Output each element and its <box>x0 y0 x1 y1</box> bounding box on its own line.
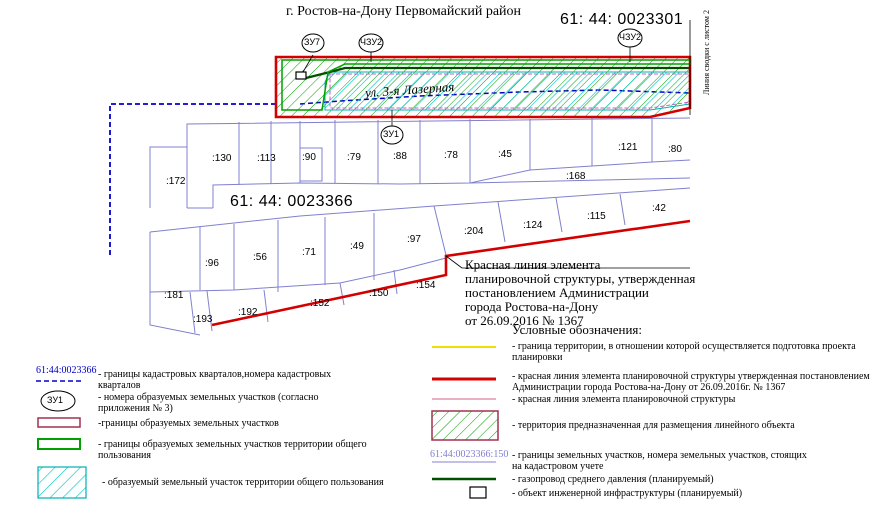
parcel-label: :181 <box>164 290 184 301</box>
legend-territory-boundary-text: - граница территории, в отношении которой осуществляется подготовка проекта планировки <box>512 341 856 363</box>
legend-engineering-object-text: - объект инженерной инфраструктуры (планируемый) <box>512 488 743 499</box>
quarter-number-mid: 61: 44: 0023366 <box>230 193 354 210</box>
parcel-label: :193 <box>193 314 213 325</box>
parcel-label: :130 <box>212 153 232 164</box>
parcel-label: :42 <box>652 203 666 214</box>
parcel-label: :152 <box>310 298 330 309</box>
parcel-label: :115 <box>587 211 606 222</box>
parcel-label: :79 <box>347 152 361 163</box>
legend-public-boundary-text: - границы образуемых земельных участков территории общего пользования <box>98 439 367 461</box>
zone-label-czu2-b: ЧЗУ2 <box>619 32 642 42</box>
parcel-label: :49 <box>350 241 364 252</box>
legend-linear-object-text: - территория предназначенная для размещения линейного объекта <box>512 420 795 431</box>
parcel-label: :88 <box>393 151 407 162</box>
map-title: г. Ростов-на-Дону Первомайский район <box>286 4 522 19</box>
parcel-label: :56 <box>253 252 267 263</box>
parcel-label: :113 <box>257 153 276 164</box>
parcel-label: :80 <box>668 144 682 155</box>
parcel-label: :204 <box>464 226 484 237</box>
legend-quarter-text: - границы кадастровых кварталов,номера кадастровых кварталов <box>98 369 332 391</box>
parcel-label: :96 <box>205 258 219 269</box>
parcel-label: :124 <box>523 220 543 231</box>
sheet-junction-note: Линия сводки с листом 2 <box>701 10 711 95</box>
legend-gas-pipeline-text: - газопровод среднего давления (планируемый) <box>512 474 714 485</box>
legend-sample-quarter: 61:44:0023366 <box>36 365 97 376</box>
zone-label-zu1: ЗУ1 <box>383 129 400 139</box>
parcel-label: :121 <box>618 142 638 153</box>
parcel-label: :45 <box>498 149 512 160</box>
parcel-label: :192 <box>238 307 258 318</box>
parcel-label: :78 <box>444 150 458 161</box>
legend-zu-numbers-text: - номера образуемых земельных участков (согласно приложения № 3) <box>98 392 319 414</box>
legend-sample-parcel: 61:44:0023366:150 <box>430 449 509 460</box>
parcel-label: :150 <box>369 288 389 299</box>
quarter-boundary-line <box>110 104 276 255</box>
parcel-label: :90 <box>302 152 316 163</box>
legend-sample-zu1: ЗУ1 <box>47 395 64 405</box>
legend-public-parcel-text: - образуемый земельный участок территории общего пользования <box>102 477 384 488</box>
legend-parcel-boundary-text: -границы образуемых земельных участков <box>98 418 279 429</box>
parcel-label: :97 <box>407 234 421 245</box>
quarter-number-top: 61: 44: 0023301 <box>560 11 684 28</box>
engineering-object <box>296 72 306 79</box>
legend-red-line-text: - красная линия элемента планировочной структуры <box>512 394 736 405</box>
legend-cadastral-parcels-text: - границы земельных участков, номера земельных участков, стоящих на кадастровом учете <box>512 450 807 472</box>
red-line-note: Красная линия элемента планировочной структуры, утвержденная постановлением Администрации города Ростова-на-Дону от 26.09.2016 № 1367 <box>465 257 696 328</box>
parcel-label: :154 <box>416 280 436 291</box>
legend-approved-red-line-text: - красная линия элемента планировочной структуры утвержденная постановлением Администрации города Ростова-на-Дону от 26.09.2016г. № 1367 <box>512 371 870 393</box>
street-name: ул. 3-я Лазерная <box>364 78 455 101</box>
zone-label-czu2-a: ЧЗУ2 <box>360 37 383 47</box>
parcel-label: :71 <box>302 247 316 258</box>
parcel-label: :172 <box>166 176 186 187</box>
legend-title: Условные обозначения: <box>512 322 643 337</box>
parcel-label: :168 <box>566 171 586 182</box>
zone-label-zu7: ЗУ7 <box>304 37 321 47</box>
